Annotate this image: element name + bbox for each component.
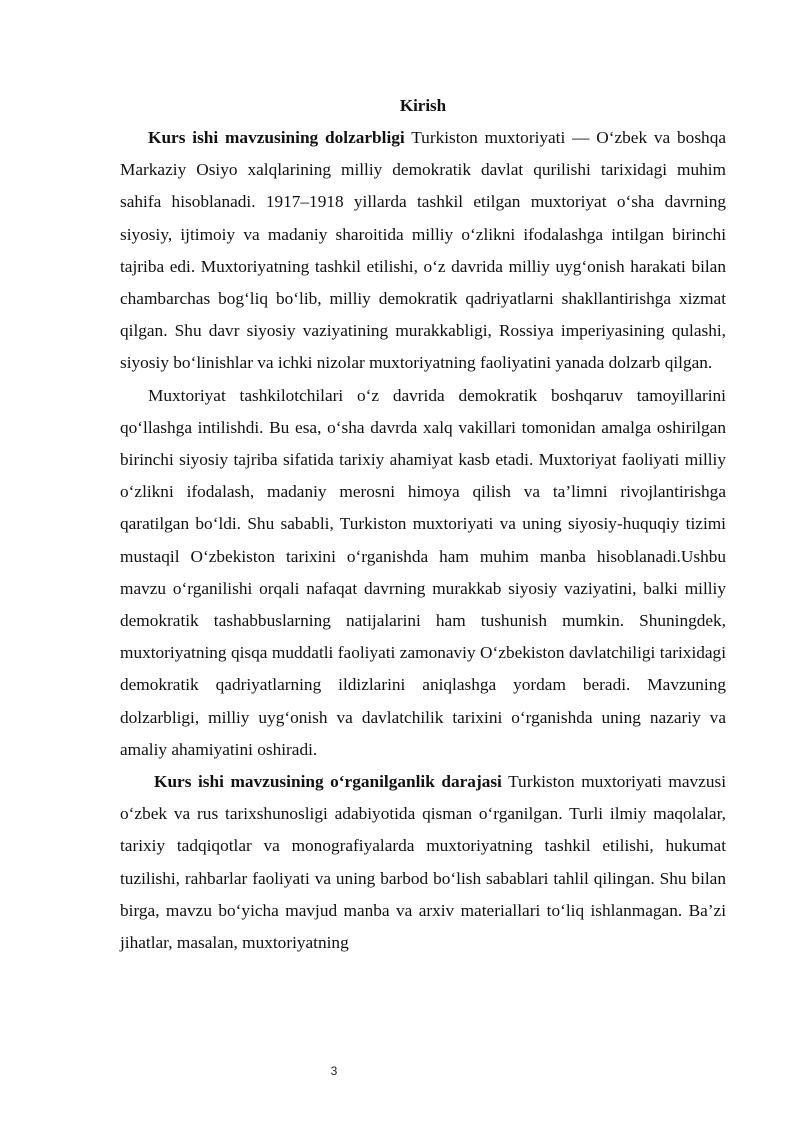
paragraph-relevance <box>120 122 726 380</box>
section-title: Kirish <box>399 96 447 115</box>
paragraph-lead-study-level: Kurs ishi mavzusining o‘rganilganlik darajasi <box>154 772 502 792</box>
paragraph-text-relevance: Turkiston muxtoriyati — O‘zbek va boshqa Markaziy Osiyo xalqlarining milliy demokratik davlat qurilishi tarixidagi muhim sahifa hisoblanadi. 1917–1918 yillarda tashkil etilgan muxtoriyat o‘sha davrning siyosiy, ijtimoiy va madaniy sharoitida milliy o‘zlikni ifodalashga intilgan birinchi tajriba edi. Muxtoriyatning tashkil etilishi, o‘z davrida milliy uyg‘onish harakati bilan chambarchas bog‘liq bo‘lib, milliy demokratik qadriyatlarni shakllantirishga xizmat qilgan. Shu davr siyosiy vaziyatining murakkabligi, Rossiya imperiyasining qulashi, siyosiy bo‘linishlar va ichki nizolar muxtoriyatning faoliyatini yanada dolzarb qilgan. <box>120 128 727 373</box>
paragraph-study-level <box>120 766 726 959</box>
paragraph-text-significance: Muxtoriyat tashkilotchilari o‘z davrida demokratik boshqaruv tamoyillarini qo‘llashga intilishdi. Bu esa, o‘sha davrda xalq vakillari tomonidan amalga oshirilgan birinchi siyosiy tajriba sifatida tarixiy ahamiyat kasb etadi. Muxtoriyat faoliyati milliy o‘zlikni ifodalash, madaniy merosni himoya qilish va ta’limni rivojlantirishga qaratilgan bo‘ldi. Shu sababli, Turkiston muxtoriyati va uning siyosiy-huquqiy tizimi mustaqil O‘zbekiston tarixini o‘rganishda ham muhim manba hisoblanadi.Ushbu mavzu o‘rganilishi orqali nafaqat davrning murakkab siyosiy vaziyatini, balki milliy demokratik tashabbuslarning natijalarini ham tushunish mumkin. Shuningdek, muxtoriyatning qisqa muddatli faoliyati zamonaviy O‘zbekiston davlatchiligi tarixidagi demokratik qadriyatlarning ildizlarini aniqlashga yordam beradi. Mavzuning dolzarbligi, milliy uyg‘onish va davlatchilik tarixini o‘rganishda uning nazariy va amaliy ahamiyatini oshiradi. <box>120 385 726 759</box>
document-page <box>120 90 726 959</box>
page-number: 3 <box>330 1064 338 1078</box>
paragraph-significance <box>120 380 726 766</box>
paragraph-lead-relevance: Kurs ishi mavzusining dolzarbligi <box>148 128 405 147</box>
paragraph-text-study-level: Turkiston muxtoriyati mavzusi o‘zbek va rus tarixshunosligi adabiyotida qisman o‘rganilgan. Turli ilmiy maqolalar, tarixiy tadqiqotlar va monografiyalarda muxtoriyatning tashkil etilishi, hukumat tuzilishi, rahbarlar faoliyati va uning barbod bo‘lish sabablari tahlil qilingan. Shu bilan birga, mavzu bo‘yicha mavjud manba va arxiv materiallari to‘liq ishlanmagan. Ba’zi jihatlar, masalan, muxtoriyatning <box>120 772 727 953</box>
